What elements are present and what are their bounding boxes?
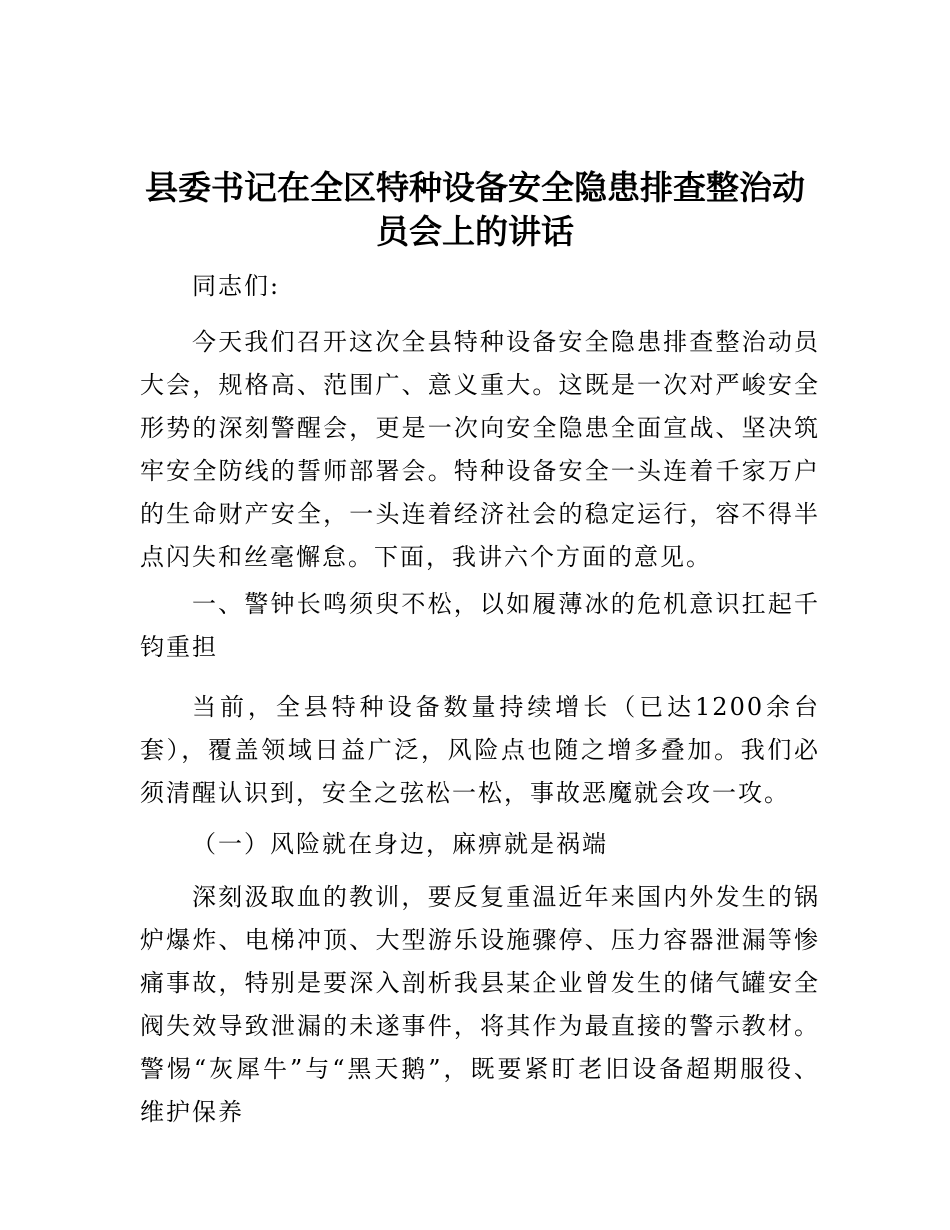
opening-paragraph: 今天我们召开这次全县特种设备安全隐患排查整治动员大会，规格高、范围广、意义重大。这既是一次对严峻安全形势的深刻警醒会，更是一次向安全隐患全面宣战、坚决筑牢安全防线的誓师部署会。特种设备安全一头连着千家万户的生命财产安全，一头连着经济社会的稳定运行，容不得半点闪失和丝毫懈怠。下面，我讲六个方面的意见。	[140, 328, 820, 571]
subsection-heading-1: （一）风险就在身边，麻痹就是祸端	[192, 830, 608, 858]
document-title-line-1: 县委书记在全区特种设备安全隐患排查整治动	[145, 168, 805, 207]
section-heading-1: 一、警钟长鸣须臾不松，以如履薄冰的危机意识扛起千钧重担	[140, 590, 820, 661]
subsection-1-paragraph: 深刻汲取血的教训，要反复重温近年来国内外发生的锅炉爆炸、电梯冲顶、大型游乐设施骤停、压力容器泄漏等惨痛事故，特别是要深入剖析我县某企业曾发生的储气罐安全阀失效导致泄漏的未遂事件，将其作为最直接的警示教材。警惕“灰犀牛”与“黑天鹅”，既要紧盯老旧设备超期服役、维护保养	[140, 883, 820, 1126]
document-title-line-2: 员会上的讲话	[376, 212, 574, 251]
section-1-paragraph: 当前，全县特种设备数量持续增长（已达1200余台套），覆盖领域日益广泛，风险点也随之增多叠加。我们必须清醒认识到，安全之弦松一松，事故恶魔就会攻一攻。	[140, 693, 820, 807]
greeting-paragraph: 同志们:	[192, 272, 281, 300]
